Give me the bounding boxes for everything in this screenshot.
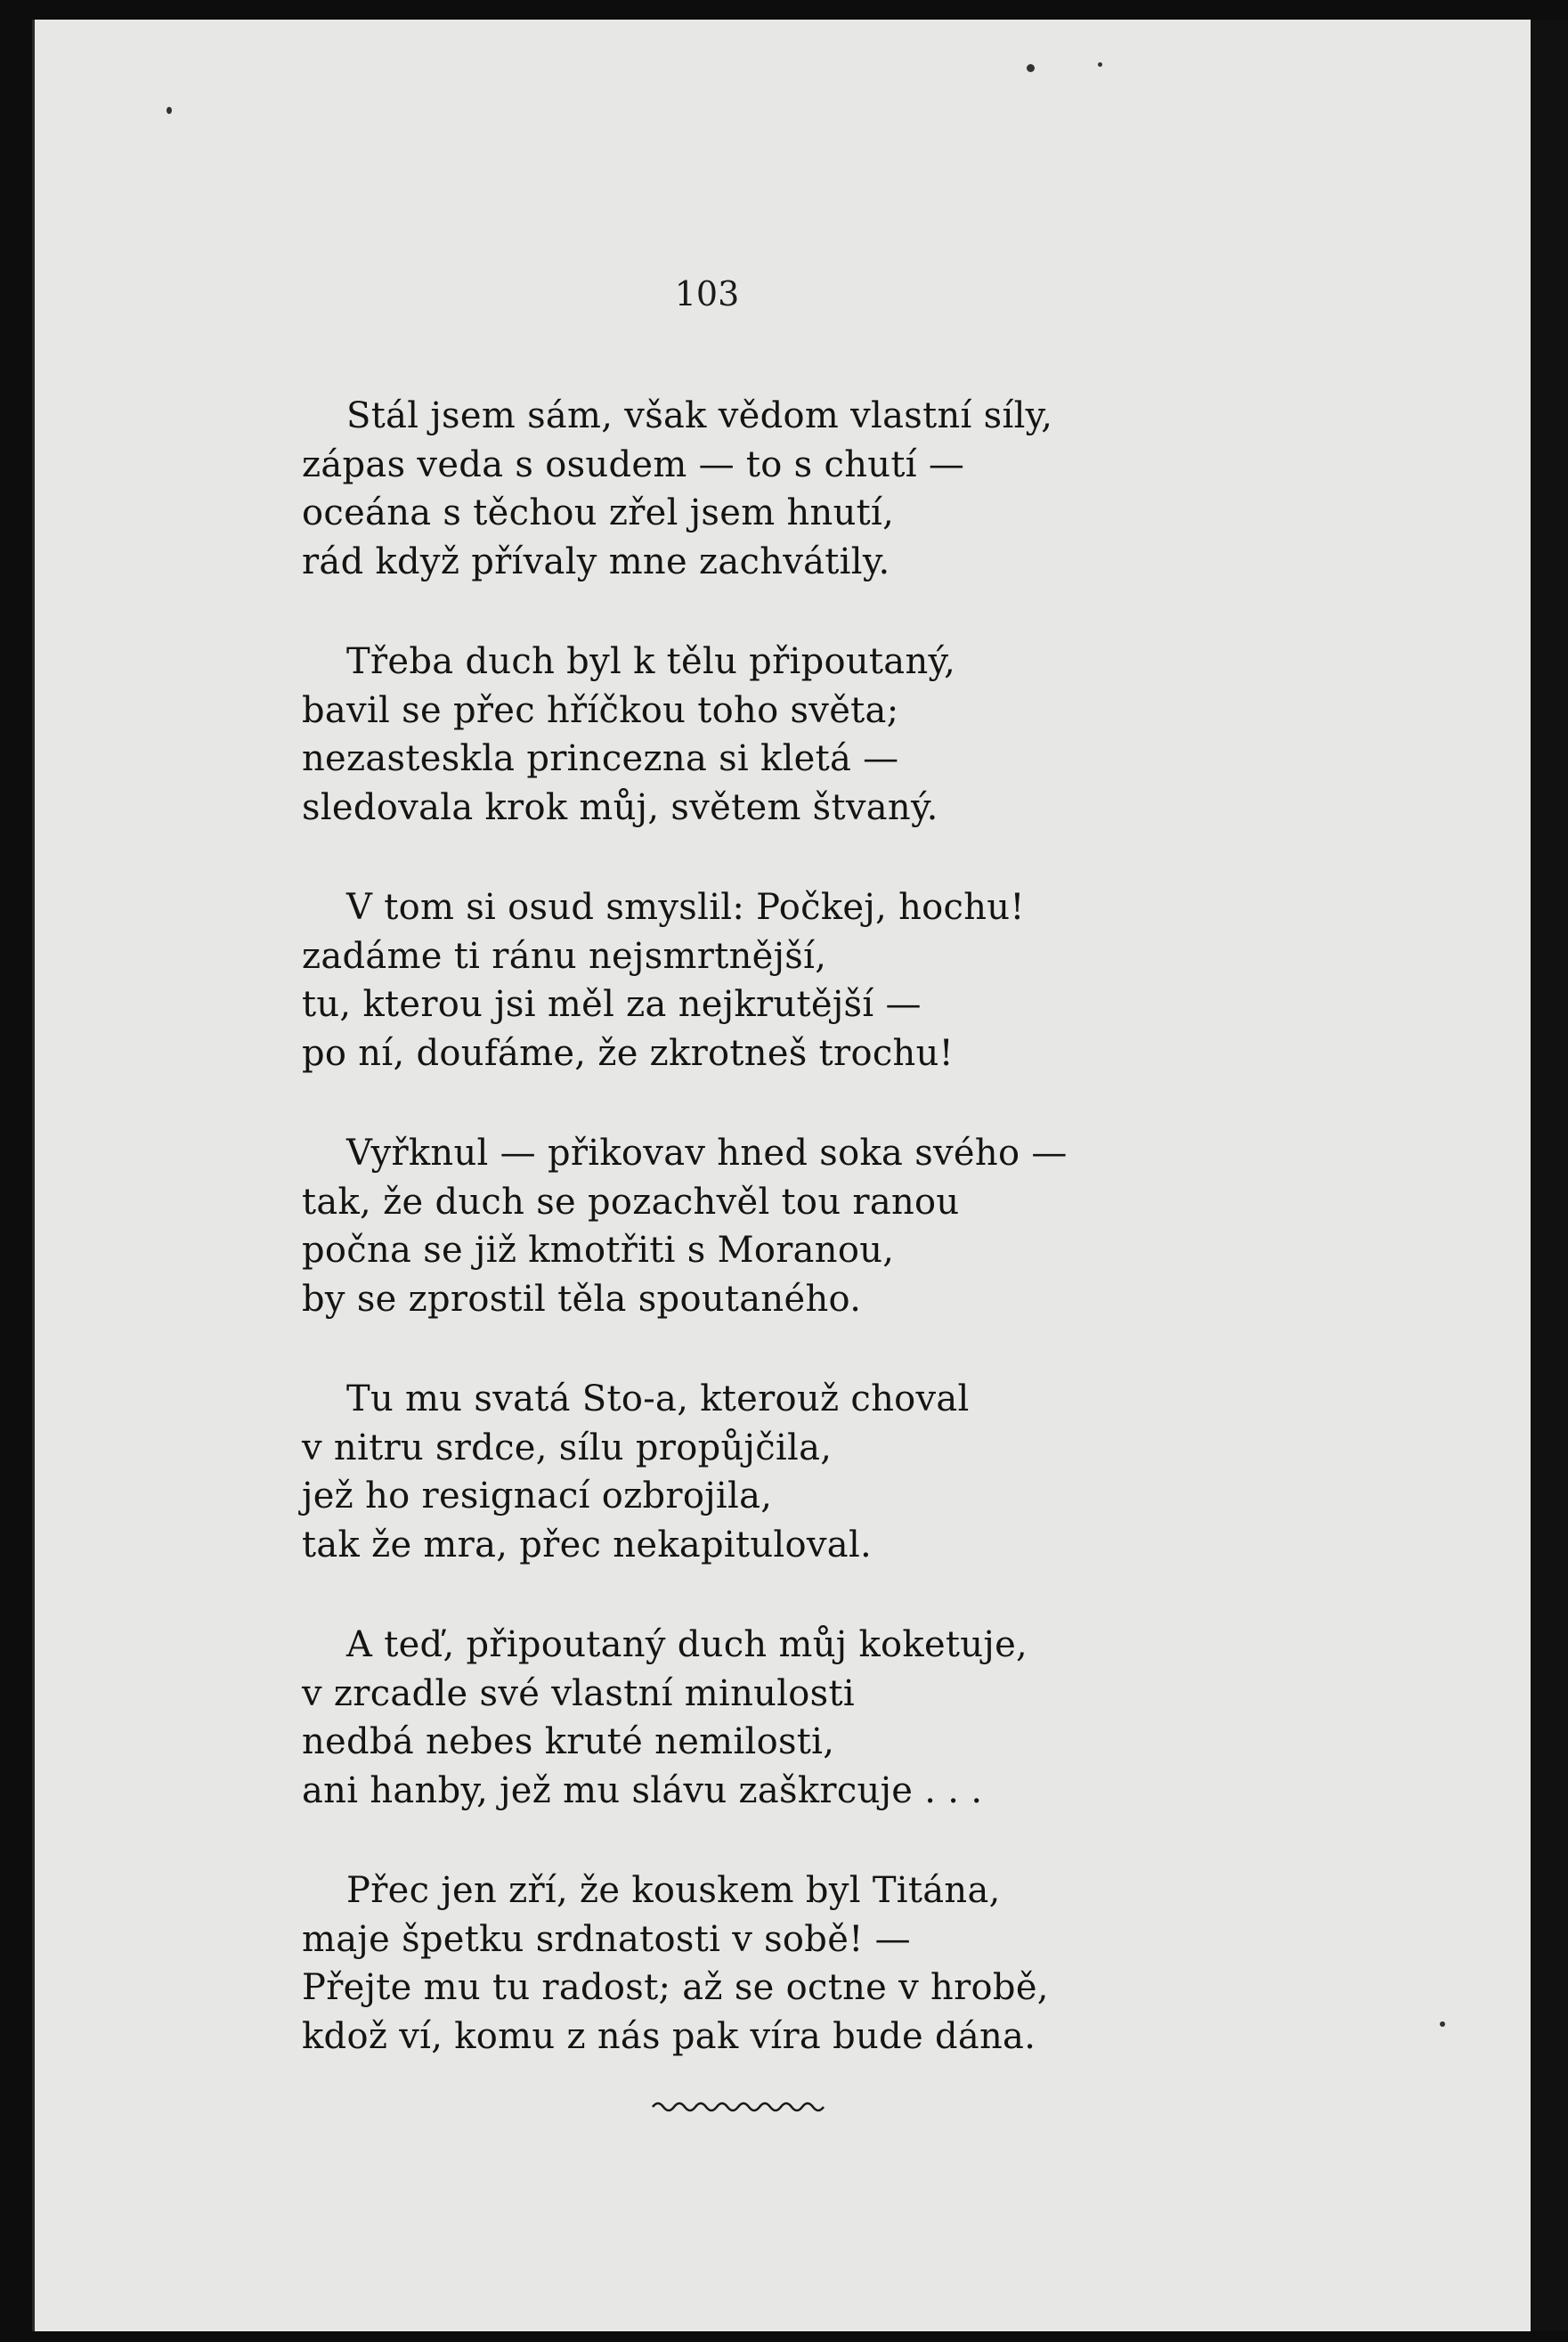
- poem-line: by se zprostil těla spoutaného.: [302, 1278, 862, 1320]
- poem: [302, 392, 1263, 2112]
- stanza: [302, 1375, 1263, 1569]
- poem-line: po ní, doufáme, že zkrotneš trochu!: [302, 1032, 955, 1074]
- poem-line: tak, že duch se pozachvěl tou ranou: [302, 1181, 960, 1223]
- poem-line: ani hanby, jež mu slávu zaškrcuje . . .: [302, 1769, 983, 1811]
- poem-line: zadáme ti ránu nejsmrtnější,: [302, 935, 827, 977]
- poem-line: počna se již kmotřiti s Moranou,: [302, 1230, 895, 1271]
- poem-line: tak že mra, přec nekapituloval.: [302, 1524, 873, 1565]
- speck: [167, 107, 172, 114]
- poem-line: Přec jen zří, že kouskem byl Titána,: [346, 1870, 1001, 1911]
- poem-line: Třeba duch byl k tělu připoutaný,: [346, 641, 956, 682]
- poem-line: V tom si osud smyslil: Počkej, hochu!: [346, 887, 1025, 928]
- stanza: [302, 1866, 1263, 2061]
- speck: [1440, 2021, 1445, 2027]
- poem-line: kdož ví, komu z nás pak víra bude dána.: [302, 2015, 1036, 2057]
- poem-line: v nitru srdce, sílu propůjčila,: [302, 1427, 833, 1468]
- poem-line: nezasteskla princezna si kletá —: [302, 738, 899, 779]
- stanza: [302, 1129, 1263, 1323]
- poem-line: sledovala krok můj, světem štvaný.: [302, 786, 938, 828]
- poem-line: Vyřknul — přikovav hned soka svého —: [346, 1133, 1068, 1174]
- speck: [1027, 64, 1035, 72]
- page-number: 103: [674, 274, 740, 313]
- poem-line: maje špetku srdnatosti v sobě! —: [302, 1918, 911, 1960]
- speck: [1098, 62, 1102, 67]
- poem-line: bavil se přec hříčkou toho světa;: [302, 689, 899, 731]
- poem-line: A teď, připoutaný duch můj koketuje,: [346, 1624, 1028, 1665]
- poem-line: v zrcadle své vlastní minulosti: [302, 1672, 855, 1714]
- poem-line: jež ho resignací ozbrojila,: [302, 1476, 773, 1517]
- poem-line: Tu mu svatá Sto-a, kterouž choval: [346, 1378, 970, 1419]
- poem-line: nedbá nebes kruté nemilosti,: [302, 1721, 835, 1762]
- poem-line: Přejte mu tu radost; až se octne v hrobě,: [302, 1967, 1049, 2008]
- stanza: [302, 1621, 1263, 1815]
- poem-line: zápas veda s osudem — to s chutí —: [302, 443, 965, 485]
- stanza: [302, 638, 1263, 832]
- poem-line: oceána s těchou zřel jsem hnutí,: [302, 492, 895, 533]
- poem-line: tu, kterou jsi měl za nejkrutější —: [302, 984, 922, 1025]
- poem-line: Stál jsem sám, však vědom vlastní síly,: [346, 395, 1053, 436]
- page-edge: [1531, 20, 1568, 2331]
- wave-line-ornament-icon: [649, 2094, 827, 2116]
- book-page: [32, 20, 1543, 2331]
- stanza: [302, 883, 1263, 1077]
- poem-line: rád když přívaly mne zachvátily.: [302, 541, 890, 582]
- stanza: [302, 392, 1263, 586]
